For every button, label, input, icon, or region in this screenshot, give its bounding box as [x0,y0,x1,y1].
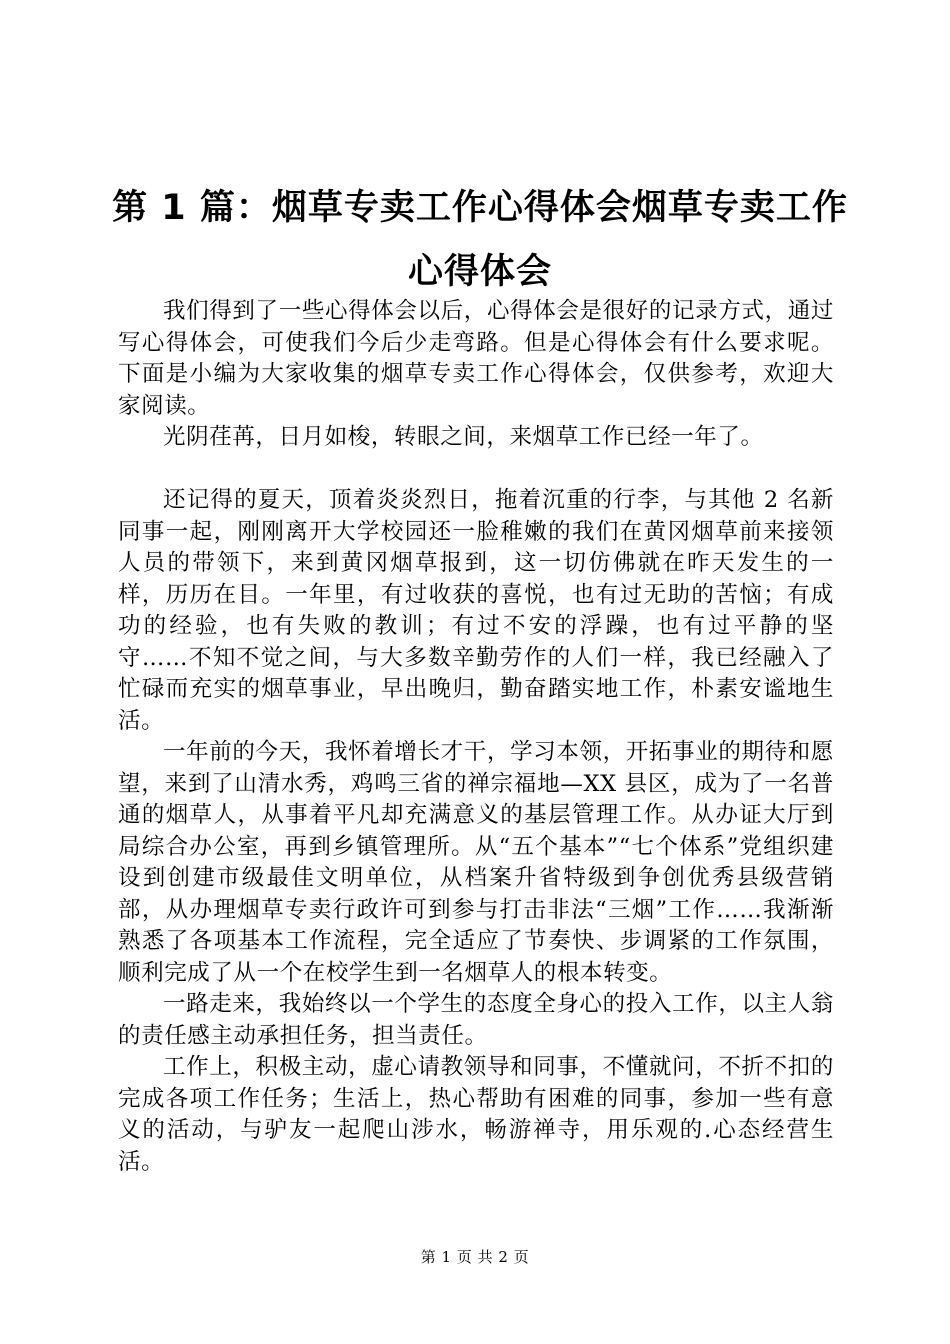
document-body [118,296,834,1178]
blank-line-spacer [118,454,834,486]
page-number-footer: 第 1 页 共 2 页 [420,1248,530,1266]
paragraph-work-and-life: 工作上，积极主动，虚心请教领导和同事，不懂就问，不折不扣的完成各项工作任务；生活上，热心帮助有困难的同事，参加一些有意义的活动，与驴友一起爬山涉水，畅游禅寺，用乐观的.心态经营生活。 [118,1054,834,1175]
paragraph-intro: 我们得到了一些心得体会以后，心得体会是很好的记录方式，通过写心得体会，可使我们今后少走弯路。但是心得体会有什么要求呢。下面是小编为大家收集的烟草专卖工作心得体会，仅供参考，欢迎大家阅读。 [118,298,834,419]
paragraph-memories: 还记得的夏天，顶着炎炎烈日，拖着沉重的行李，与其他 2 名新同事一起，刚刚离开大学校园还一脸稚嫩的我们在黄冈烟草前来接领人员的带领下，来到黄冈烟草报到，这一切仿佛就在昨天发生的一样，历历在目。一年里，有过收获的喜悦，也有过无助的苦恼；有成功的经验，也有失败的教训；有过不安的浮躁，也有过平静的坚守……不知不觉之间，与大多数辛勤劳作的人们一样，我已经融入了忙碌而充实的烟草事业，早出晚归，勤奋踏实地工作，朴素安谧地生活。 [118,487,834,734]
paragraph-time-flies: 光阴荏苒，日月如梭，转眼之间，来烟草工作已经一年了。 [163,424,764,450]
paragraph-attitude: 一路走来，我始终以一个学生的态度全身心的投入工作，以主人翁的责任感主动承担任务，担当责任。 [118,991,834,1049]
paragraph-one-year-ago: 一年前的今天，我怀着增长才干，学习本领，开拓事业的期待和愿望，来到了山清水秀，鸡鸣三省的禅宗福地—XX 县区，成为了一名普通的烟草人，从事着平凡却充满意义的基层管理工作。从办证大厅到局综合办公室，再到乡镇管理所。从“五个基本”“七个体系”党组织建设到创建市级最佳文明单位，从档案升省特级到争创优秀县级营销部，从办理烟草专卖行政许可到参与打击非法“三烟”工作……我渐渐熟悉了各项基本工作流程，完全适应了节奏快、步调紧的工作氛围，顺利完成了从一个在校学生到一名烟草人的根本转变。 [118,739,834,986]
document-title-line-1: 第 1 篇：烟草专卖工作心得体会烟草专卖工作 [112,188,848,228]
document-title-line-2: 心得体会 [407,252,552,292]
